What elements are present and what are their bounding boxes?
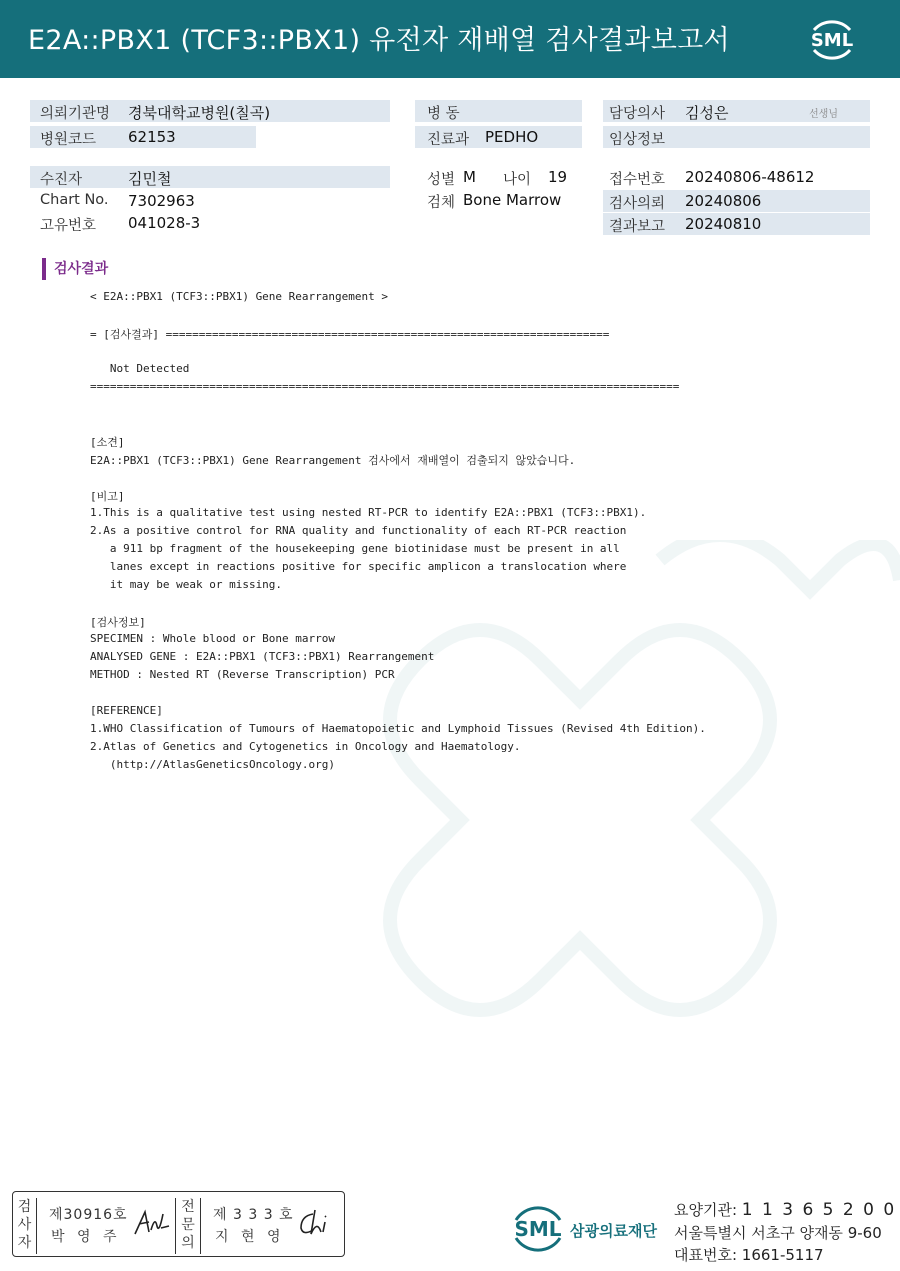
report-line: METHOD : Nested RT (Reverse Transcription) PCR [90,668,395,681]
sml-logo-icon [804,12,860,66]
age-value: 19 [548,168,568,186]
clinical-info-label: 임상정보 [609,132,666,148]
department-value: PEDHO [485,128,539,146]
doctor-label: 담당의사 [609,106,666,122]
phone-label: 대표번호: [674,1246,738,1264]
report-line: [소견] [90,436,125,449]
svg-text:SML: SML [810,30,854,51]
age-label: 나이 [503,172,532,188]
unique-no-value: 041028-3 [128,214,201,232]
receipt-no-field [603,166,870,188]
report-line: 2.As a positive control for RNA quality and functionality of each RT-PCR reaction [90,524,627,537]
examiner-name: 박 영 주 [51,1229,121,1245]
report-line: (http://AtlasGeneticsOncology.org) [90,758,336,771]
examiner-number: 제30916호 [49,1207,128,1223]
report-line: [비고] [90,490,125,503]
request-date-label: 검사의뢰 [609,196,666,212]
hospital-code-value: 62153 [128,128,176,146]
report-line: = [검사결과] =================================================================== [90,328,610,341]
institution-value: 경북대학교병원(칠곡) [128,104,271,122]
report-line: 1.This is a qualitative test using nested RT-PCR to identify E2A::PBX1 (TCF3::PBX1). [90,506,647,519]
sex-label: 성별 [427,172,456,188]
sml-footer-logo-icon [508,1198,568,1258]
institution-code-label: 요양기관: [674,1201,738,1219]
report-line: lanes except in reactions positive for specific amplicon a translocation where [90,560,627,573]
specialist-cell [175,1192,345,1255]
results-section-title: 검사결과 [42,258,108,280]
chart-no-value: 7302963 [128,192,195,210]
phone-line [674,1244,824,1265]
institution-field [30,100,390,122]
chart-no-label: Chart No. [40,192,109,208]
chart-no-field [30,190,390,212]
sex-age-field [415,166,595,188]
institution-code-line [674,1199,896,1220]
report-line: it may be weak or missing. [90,578,283,591]
report-line: SPECIMEN : Whole blood or Bone marrow [90,632,336,645]
report-line: [REFERENCE] [90,704,163,717]
sex-value: M [463,168,476,186]
report-line: ========================================================================================= [90,380,680,393]
request-date-field [603,190,870,212]
report-line: [검사정보] [90,616,146,629]
report-line: E2A::PBX1 (TCF3::PBX1) Gene Rearrangement 검사에서 재배열이 검출되지 않았습니다. [90,454,576,467]
hospital-code-field [30,126,256,148]
hospital-code-label: 병원코드 [40,132,97,148]
doctor-suffix: 선생님 [809,109,838,120]
examiner-cell [13,1192,175,1255]
svg-text:SML: SML [514,1217,562,1241]
specialist-name: 지 현 영 [215,1229,285,1245]
receipt-no-label: 접수번호 [609,172,666,188]
request-date-value: 20240806 [685,192,762,210]
doctor-value: 김성은 [685,104,729,122]
address-line: 서울특별시 서초구 양재동 9-60 [674,1224,882,1242]
ward-label: 병 동 [427,106,460,122]
report-line: < E2A::PBX1 (TCF3::PBX1) Gene Rearrangement > [90,290,389,303]
examiner-signature-icon [131,1206,171,1240]
doctor-field [603,100,870,122]
report-line: 2.Atlas of Genetics and Cytogenetics in Oncology and Haematology. [90,740,521,753]
report-date-value: 20240810 [685,215,762,233]
foundation-name: 삼광의료재단 [570,1222,657,1240]
ward-field [415,100,582,122]
report-header [0,0,900,78]
signature-box [12,1191,345,1257]
patient-field [30,166,390,188]
examiner-vertical-label: 검 사 자 [13,1198,37,1254]
specialist-vertical-label: 전 문 의 [175,1198,201,1254]
report-date-label: 결과보고 [609,219,666,235]
report-line: 1.WHO Classification of Tumours of Haematopoietic and Lymphoid Tissues (Revised 4th Edition). [90,722,706,735]
phone-value: 1661-5117 [741,1246,824,1264]
patient-value: 김민철 [128,170,172,188]
report-date-field [603,213,870,235]
institution-label: 의뢰기관명 [40,106,111,122]
report-title: E2A::PBX1 (TCF3::PBX1) 유전자 재배열 검사결과보고서 [28,25,730,56]
unique-no-label: 고유번호 [40,218,97,234]
department-label: 진료과 [427,132,470,148]
clinical-info-field [603,126,870,148]
report-line: a 911 bp fragment of the housekeeping gene biotinidase must be present in all [90,542,620,555]
specimen-value: Bone Marrow [463,191,562,209]
specialist-signature-icon [295,1206,339,1240]
specimen-label: 검체 [427,195,456,211]
receipt-no-value: 20240806-48612 [685,168,815,186]
department-field [415,126,582,148]
institution-code-value: 1 1 3 6 5 2 0 0 [741,1200,897,1220]
patient-label: 수진자 [40,172,83,188]
specimen-field [415,189,595,211]
report-line: Not Detected [90,362,190,375]
report-line: ANALYSED GENE : E2A::PBX1 (TCF3::PBX1) Rearrangement [90,650,435,663]
specialist-number: 제 3 3 3 호 [213,1207,294,1223]
unique-no-field [30,212,390,234]
watermark-cross-icon [360,540,900,1040]
